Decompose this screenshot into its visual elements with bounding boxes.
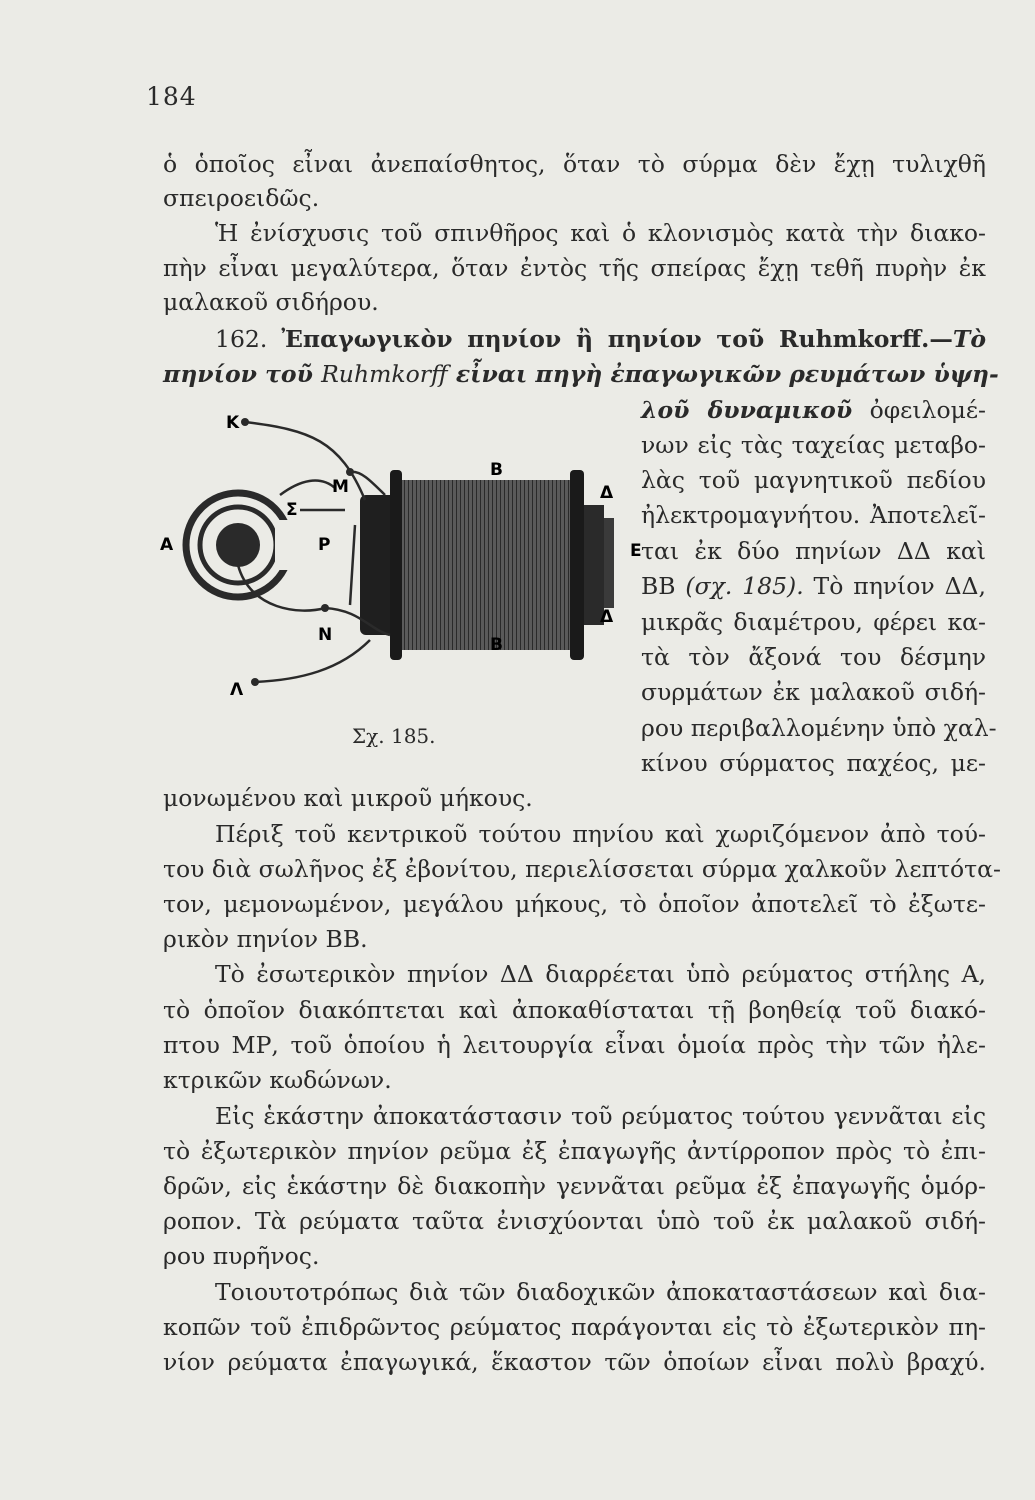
text-line: ρου περιβαλλομένην ὑπὸ χαλ-	[641, 714, 997, 742]
text-line: ὁ ὁποῖος εἶναι ἀνεπαίσθητος, ὅταν τὸ σύρμα δὲν ἔχῃ τυλιχθῆ	[163, 150, 986, 178]
text-line	[163, 358, 999, 390]
text-line: τὸ ἐξωτερικὸν πηνίον ρεῦμα ἐξ ἐπαγωγῆς ἀντίρροπον πρὸς τὸ ἐπι-	[163, 1137, 986, 1165]
text-line: κτρικῶν κωδώνων.	[163, 1066, 392, 1094]
text-line: τον, μεμονωμένον, μεγάλου μήκους, τὸ ὁποῖον ἀποτελεῖ τὸ ἐξωτε-	[163, 890, 986, 918]
text-line: Εἰς ἑκάστην ἀποκατάστασιν τοῦ ρεύματος τούτου γεννᾶται εἰς	[215, 1102, 986, 1130]
text: ΒΒ	[641, 572, 686, 600]
text-line: Πέριξ τοῦ κεντρικοῦ τούτου πηνίου καὶ χωριζόμενον ἀπὸ τού-	[215, 820, 986, 848]
figure-ruhmkorff-coil	[160, 400, 640, 720]
text-line: Τὸ ἐσωτερικὸν πηνίον ΔΔ διαρρέεται ὑπὸ ρεύματος στήλης Α,	[215, 960, 986, 988]
text-line: ρου πυρῆνος.	[163, 1242, 320, 1270]
text-line: Τοιουτοτρόπως διὰ τῶν διαδοχικῶν ἀποκαταστάσεων καὶ δια-	[215, 1278, 986, 1306]
text: ὀφειλομέ-	[852, 396, 986, 424]
section-intro: Τὸ	[952, 325, 986, 353]
text-line: νων εἰς τὰς ταχείας μεταβο-	[641, 431, 986, 459]
section-title: Ἐπαγωγικὸν πηνίον ἢ πηνίον τοῦ Ruhmkorff.	[281, 325, 930, 353]
bold-italic-text: εἶναι πηγὴ ἐπαγωγικῶν ρευμάτων ὑψη-	[447, 360, 999, 388]
text: Τὸ πηνίον ΔΔ,	[803, 572, 986, 600]
text-line: πτου ΜΡ, τοῦ ὁποίου ἡ λειτουργία εἶναι ὁμοία πρὸς τὴν τῶν ἠλε-	[163, 1031, 986, 1059]
text-line: ται ἐκ δύο πηνίων ΔΔ καὶ	[641, 537, 986, 565]
text-line	[641, 570, 986, 602]
bold-italic-text: λοῦ δυναμικοῦ	[641, 396, 853, 424]
label-Sigma: Σ	[286, 500, 298, 520]
figure-reference: (σχ. 185).	[685, 572, 804, 600]
italic-text: Ruhmkorff	[321, 360, 448, 388]
label-A: A	[160, 535, 174, 555]
text-line: κοπῶν τοῦ ἐπιδρῶντος ρεύματος παράγονται εἰς τὸ ἐξωτερικὸν πη-	[163, 1313, 986, 1341]
label-B-top: B	[490, 460, 503, 480]
label-Lambda: Λ	[230, 680, 244, 700]
text-line: τὰ τὸν ἄξονά του δέσμην	[641, 643, 986, 671]
text-line: λὰς τοῦ μαγνητικοῦ πεδίου	[641, 466, 986, 494]
label-B-bottom: B	[490, 635, 503, 655]
text-line	[641, 394, 986, 426]
text-line: ἠλεκτρομαγνήτου. Ἀποτελεῖ-	[641, 501, 986, 529]
section-number: 162.	[215, 325, 282, 353]
label-M: M	[332, 477, 349, 497]
text-line: μονωμένου καὶ μικροῦ μήκους.	[163, 784, 533, 812]
bold-italic-text: πηνίον τοῦ	[163, 360, 322, 388]
text-line: ροπον. Τὰ ρεύματα ταῦτα ἐνισχύονται ὑπὸ τοῦ ἐκ μαλακοῦ σιδή-	[163, 1207, 986, 1235]
text-line: μαλακοῦ σιδήρου.	[163, 288, 379, 316]
text-line: δρῶν, εἰς ἑκάστην δὲ διακοπὴν γεννᾶται ρεῦμα ἐξ ἐπαγωγῆς ὁμόρ-	[163, 1172, 986, 1200]
text-line: σπειροειδῶς.	[163, 184, 320, 212]
text-line: μικρᾶς διαμέτρου, φέρει κα-	[641, 608, 986, 636]
text-line: ρικὸν πηνίον ΒΒ.	[163, 925, 368, 953]
label-K: K	[226, 413, 240, 433]
page-number: 184	[146, 82, 197, 111]
figure-caption: Σχ. 185.	[352, 724, 436, 748]
text-line: συρμάτων ἐκ μαλακοῦ σιδή-	[641, 678, 986, 706]
text-line: κίνου σύρματος παχέος, με-	[641, 749, 986, 777]
induction-coil	[360, 470, 614, 660]
text-line: πὴν εἶναι μεγαλύτερα, ὅταν ἐντὸς τῆς σπείρας ἔχῃ τεθῆ πυρὴν ἐκ	[163, 254, 986, 282]
label-Delta-bottom: Δ	[600, 607, 614, 627]
battery-cell-A	[186, 493, 295, 597]
label-P: P	[318, 535, 331, 555]
text-line: του διὰ σωλῆνος ἐξ ἐβονίτου, περιελίσσεται σύρμα χαλκοῦν λεπτότα-	[163, 855, 1001, 883]
text-line: τὸ ὁποῖον διακόπτεται καὶ ἀποκαθίσταται τῇ βοηθείᾳ τοῦ διακό-	[163, 996, 986, 1024]
label-Delta-top: Δ	[600, 483, 614, 503]
text-line: νίον ρεύματα ἐπαγωγικά, ἕκαστον τῶν ὁποίων εἶναι πολὺ βραχύ.	[163, 1348, 986, 1376]
label-N: N	[318, 625, 333, 645]
dash: —	[929, 325, 953, 353]
section-heading-line	[163, 323, 986, 355]
text-line: Ἡ ἐνίσχυσις τοῦ σπινθῆρος καὶ ὁ κλονισμὸς κατὰ τὴν διακο-	[215, 219, 986, 247]
label-E: E	[630, 541, 642, 561]
